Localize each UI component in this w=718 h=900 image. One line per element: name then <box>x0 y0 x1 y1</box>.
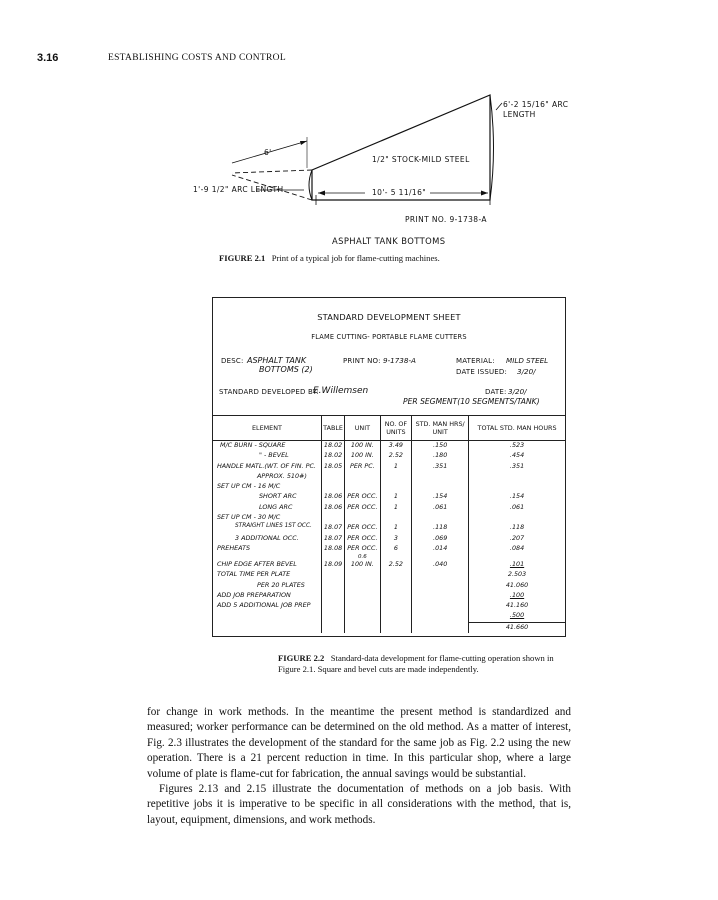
desc-value-2: BOTTOMS (2) <box>259 365 313 374</box>
table-row: PREHEATS 18.08 PER OCC. 0.6 6 .014 .084 <box>213 544 566 560</box>
arc-length-label-top-2: LENGTH <box>503 110 536 119</box>
extension-line-top <box>232 170 312 173</box>
desc-label: DESC: <box>221 357 244 365</box>
table-row: SET UP CM - 16 M/C <box>213 482 566 492</box>
standard-development-sheet <box>212 297 566 637</box>
column-header: STD. MAN HRS/ UNIT <box>412 416 469 441</box>
desc-value-1: ASPHALT TANK <box>247 356 307 365</box>
figure-2-1-drawing <box>0 0 718 260</box>
drawing-title: ASPHALT TANK BOTTOMS <box>332 236 446 246</box>
six-foot-label: 6' <box>264 148 272 157</box>
material-label: 1/2" STOCK-MILD STEEL <box>372 155 470 164</box>
sheet-title: STANDARD DEVELOPMENT SHEET <box>317 312 461 322</box>
material-value: MILD STEEL <box>506 356 549 365</box>
developed-by-label: STANDARD DEVELOPED BY: <box>219 388 319 396</box>
developed-by-signature: E.Willemsen <box>313 386 369 396</box>
body-text <box>147 705 571 828</box>
body-paragraph-2: Figures 2.13 and 2.15 illustrate the documentation of methods on a job basis. With repetitive jobs it is imperative to be specific in all considerations with the method, that is, layout, equipment, dimensions, and work methods. <box>147 783 571 826</box>
table-row: M/C BURN - SQUARE 18.02 100 IN. 3.49 .150 .523 <box>213 441 566 452</box>
body-paragraph-1: for change in work methods. In the meantime the present method is standardized and measured; worker performance can be determined on the old method. As a matter of interest, Fig. 2.3 illustrates the development of the standard for the same job as Fig. 2.2 using the new operation. There is a 21 percent reduction in time. In this particular shop, where a large volume of plate is flame-cut for fabrication, the annual savings would be substantial. <box>147 706 571 780</box>
table-row: CHIP EDGE AFTER BEVEL 18.09 100 IN. 2.52 .040 .101 <box>213 560 566 570</box>
table-row: SET UP CM - 30 M/C <box>213 513 566 523</box>
column-header: TOTAL STD. MAN HOURS <box>469 416 566 441</box>
table-row: " - BEVEL 18.02 100 IN. 2.52 .180 .454 <box>213 451 566 461</box>
top-arc-leader <box>496 103 502 110</box>
table-header-row <box>213 416 566 441</box>
table-row: PER 20 PLATES 41.060 <box>213 581 566 591</box>
table-row: ADD 5 ADDITIONAL JOB PREP 41.160 <box>213 601 566 611</box>
table-row: SHORT ARC 18.06 PER OCC. 1 .154 .154 <box>213 492 566 502</box>
standard-data-table <box>212 415 566 633</box>
table-row: 3 ADDITIONAL OCC. 18.07 PER OCC. 3 .069 .207 <box>213 534 566 544</box>
print-label: PRINT NO: <box>343 357 381 365</box>
column-header: UNIT <box>345 416 380 441</box>
print-value: 9-1738-A <box>383 356 416 365</box>
table-row: LONG ARC 18.06 PER OCC. 1 .061 .061 <box>213 503 566 513</box>
table-row: ADD JOB PREPARATION .100 <box>213 591 566 601</box>
column-header: TABLE <box>321 416 344 441</box>
date-issued-value: 3/20/ <box>517 367 536 376</box>
running-header-title: ESTABLISHING COSTS AND CONTROL <box>108 53 286 63</box>
date-value: 3/20/ <box>508 387 527 396</box>
table-row: 41.660 <box>213 622 566 633</box>
figure-2-2-caption-label: FIGURE 2.2 <box>278 653 325 663</box>
date-label: DATE: <box>485 388 507 396</box>
figure-2-2-caption-text: Standard-data development for flame-cutting operation shown in Figure 2.1. Square and bevel cuts are made independently. <box>278 653 554 674</box>
table-row: TOTAL TIME PER PLATE 2.503 <box>213 570 566 580</box>
table-row: APPROX. 510#) <box>213 472 566 482</box>
figure-2-1-caption-text: Print of a typical job for flame-cutting machines. <box>271 253 440 263</box>
column-header: NO. OF UNITS <box>380 416 412 441</box>
page-section-number: 3.16 <box>37 52 59 64</box>
figure-2-1-caption <box>219 253 549 264</box>
per-segment-note: PER SEGMENT(10 SEGMENTS/TANK) <box>403 397 540 406</box>
figure-2-1-caption-label: FIGURE 2.1 <box>219 253 266 263</box>
date-issued-label: DATE ISSUED: <box>456 368 508 376</box>
table-row: .500 <box>213 611 566 622</box>
arc-length-label-top: 6'-2 15/16" ARC <box>503 100 569 109</box>
plate-outline <box>312 95 490 200</box>
print-number-label: PRINT NO. 9-1738-A <box>405 215 487 224</box>
sheet-subtitle: FLAME CUTTING- PORTABLE FLAME CUTTERS <box>311 333 467 341</box>
table-row: STRAIGHT LINES 1ST OCC. 18.07 PER OCC. 1 .118 .118 <box>213 523 566 533</box>
table-row: HANDLE MATL.(WT. OF FIN. PC. 18.05 PER PC. 1 .351 .351 <box>213 462 566 472</box>
column-header: ELEMENT <box>213 416 322 441</box>
figure-2-2-caption <box>278 653 568 675</box>
preheat-note: 0.6 <box>358 553 367 560</box>
arc-length-label-left: 1'-9 1/2" ARC LENGTH <box>193 185 284 194</box>
material-label: MATERIAL: <box>456 357 495 365</box>
bottom-dimension-label: 10'- 5 11/16" <box>372 188 427 197</box>
